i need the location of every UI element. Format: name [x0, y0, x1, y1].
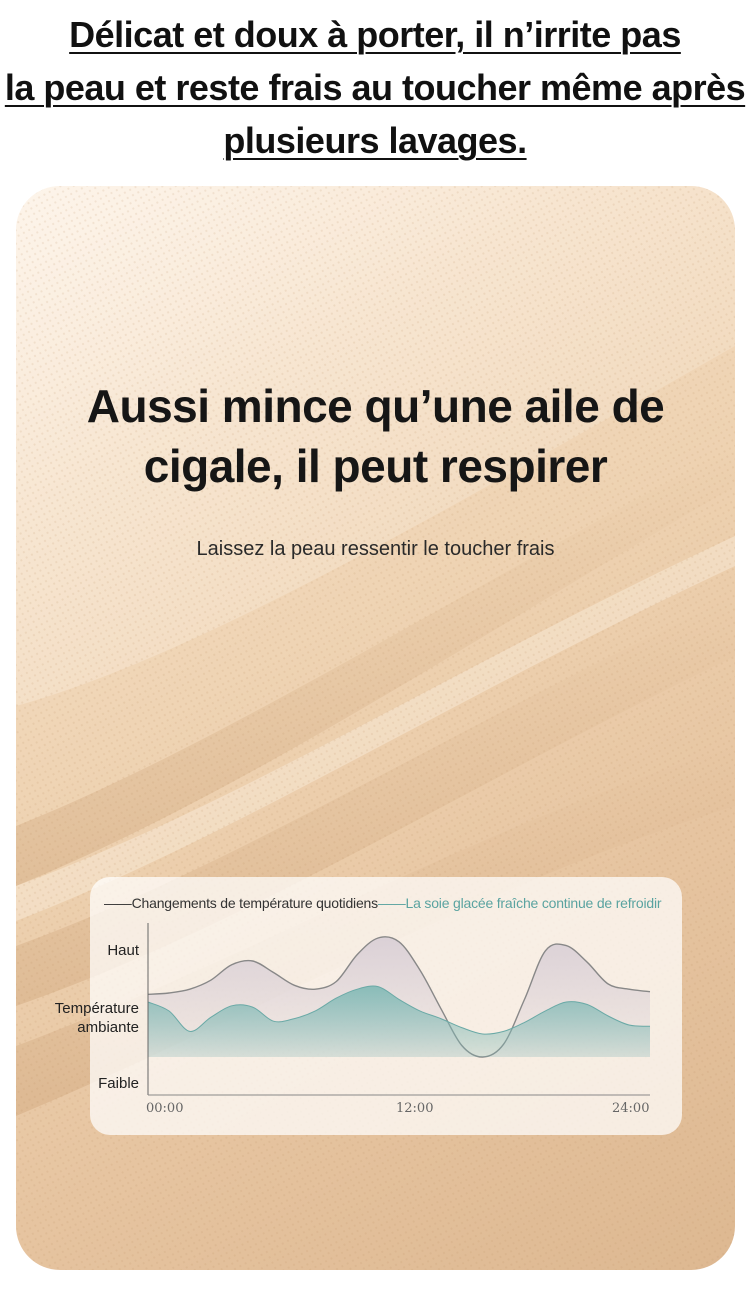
temperature-chart: [90, 877, 682, 1135]
y-tick-label-low: Faible: [98, 1075, 139, 1092]
y-tick-label-high: Haut: [107, 942, 139, 959]
card-title-line-1: Aussi mince qu’une aile de: [86, 380, 665, 432]
headline-line-1: Délicat et doux à porter, il n’irrite pas: [69, 14, 681, 55]
y-tick-label-ambient: Température ambiante: [54, 1000, 139, 1036]
card-subtitle: Laissez la peau ressentir le toucher frais: [196, 538, 555, 560]
legend-item-ice-silk: [378, 895, 661, 911]
card-title-line-2: cigale, il peut respirer: [143, 440, 608, 492]
chart-legend: [104, 895, 661, 911]
x-tick-label-mid: 12:00: [396, 1101, 434, 1116]
legend-marker-ice-silk: ——: [377, 895, 406, 911]
legend-item-daily-temperature: [104, 895, 378, 911]
page-headline: [0, 8, 750, 167]
headline-line-2: la peau et reste frais au toucher même après: [4, 67, 746, 108]
legend-marker-daily: ——: [104, 895, 132, 911]
x-tick-label-start: 00:00: [146, 1101, 184, 1116]
temperature-chart-panel: [54, 877, 682, 1135]
card-title: [16, 376, 735, 496]
legend-label-daily: Changements de température quotidiens: [131, 895, 378, 911]
headline-line-3: plusieurs lavages.: [223, 120, 527, 161]
legend-label-ice-silk: La soie glacée fraîche continue de refroidir: [405, 895, 662, 911]
x-tick-label-end: 24:00: [612, 1101, 650, 1116]
